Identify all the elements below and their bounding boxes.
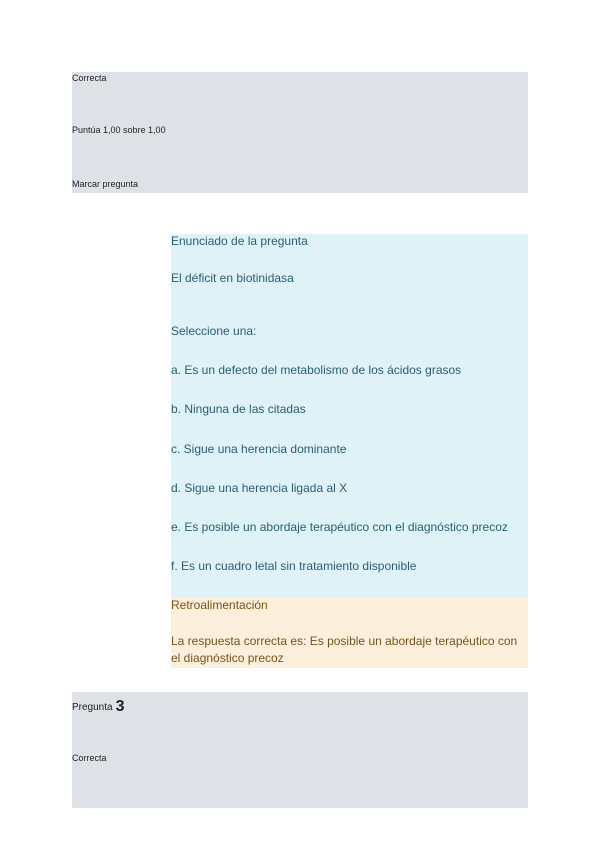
- select-prompt: Seleccione una:: [171, 324, 257, 338]
- question-state: Correcta: [72, 753, 107, 763]
- question-grade: Puntúa 1,00 sobre 1,00: [72, 125, 166, 135]
- question-number-value: 3: [115, 698, 125, 715]
- question-state: Correcta: [72, 73, 107, 83]
- question-text: El déficit en biotinidasa: [171, 271, 294, 285]
- question-heading: Enunciado de la pregunta: [171, 234, 308, 248]
- question-label: Pregunta: [72, 702, 113, 713]
- answer-option-f[interactable]: f. Es un cuadro letal sin tratamiento disponible: [171, 559, 417, 573]
- question-info-box: [72, 72, 528, 193]
- feedback-text: La respuesta correcta es: Es posible un abordaje terapéutico con el diagnóstico precoz: [171, 634, 518, 665]
- question-number: [72, 697, 125, 715]
- feedback-heading: Retroalimentación: [171, 598, 268, 612]
- flag-question-link[interactable]: Marcar pregunta: [72, 179, 139, 189]
- question-content: [171, 234, 528, 598]
- feedback-box: [171, 598, 528, 668]
- answer-option-b[interactable]: b. Ninguna de las citadas: [171, 402, 306, 416]
- answer-option-c[interactable]: c. Sigue una herencia dominante: [171, 442, 347, 456]
- answer-option-d[interactable]: d. Sigue una herencia ligada al X: [171, 481, 348, 495]
- answer-option-a[interactable]: a. Es un defecto del metabolismo de los ácidos grasos: [171, 363, 462, 377]
- answer-option-e[interactable]: e. Es posible un abordaje terapéutico con el diagnóstico precoz: [171, 520, 508, 534]
- question-info-box: [72, 692, 528, 808]
